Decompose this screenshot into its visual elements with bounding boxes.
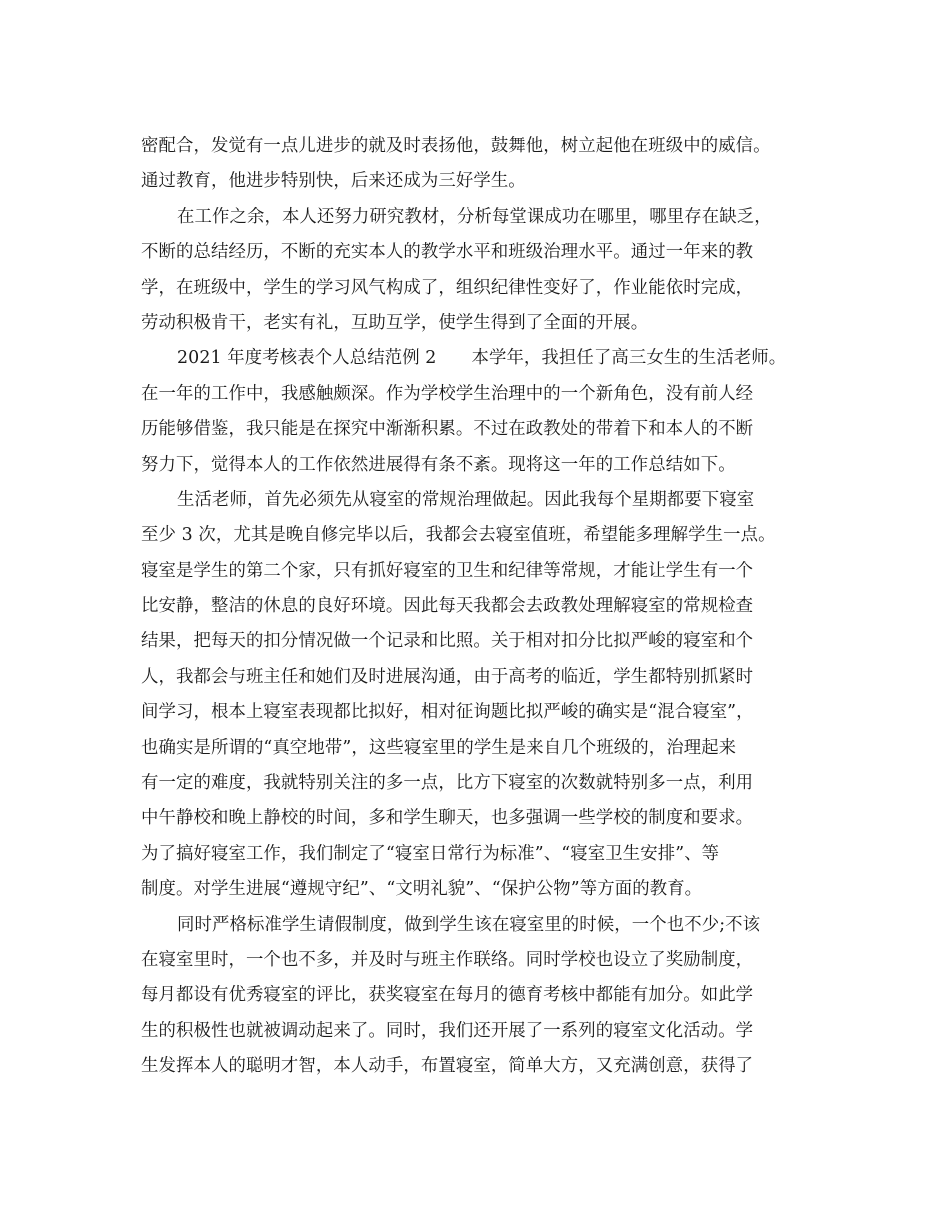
text-line: 在寝室里时，一个也不多，并及时与班主作联络。同时学校也设立了奖励制度， [141,949,754,970]
text-line: 有一定的难度，我就特别关注的多一点，比方下寝室的次数就特别多一点，利用 [141,773,754,794]
text-line: 通过教育，他进步特别快，后来还成为三好学生。 [141,171,526,192]
text-line: 生的积极性也就被调动起来了。同时，我们还开展了一系列的寝室文化活动。学 [141,1020,754,1041]
text-line: 寝室是学生的第二个家，只有抓好寝室的卫生和纪律等常规，才能让学生有一个 [141,560,754,581]
text-line: 每月都设有优秀寝室的评比，获奖寝室在每月的德育考核中都能有加分。如此学 [141,985,754,1006]
text-line: 学，在班级中，学生的学习风气构成了，组织纪律性变好了，作业能依时完成， [141,277,754,298]
body-text [141,129,821,1085]
text-line: 密配合，发觉有一点儿进步的就及时表扬他，鼓舞他，树立起他在班级中的威信。 [141,136,771,156]
text-line: 2021 年度考核表个人总结范例 2 本学年，我担任了高三女生的生活老师。 [177,348,787,369]
text-line: 在工作之余，本人还努力研究教材，分析每堂课成功在哪里，哪里存在缺乏， [177,206,772,227]
text-line: 在一年的工作中，我感触颇深。作为学校学生治理中的一个新角色，没有前人经 [141,383,754,404]
text-line: 劳动积极肯干，老实有礼，互助互学，使学生得到了全面的开展。 [141,312,649,333]
text-line: 中午静校和晚上静校的时间，多和学生聊天，也多强调一些学校的制度和要求。 [141,808,754,829]
text-line: 比安静，整洁的休息的良好环境。因此每天我都会去政教处理解寝室的常规检查 [141,596,754,617]
text-line: 人，我都会与班主任和她们及时进展沟通，由于高考的临近，学生都特别抓紧时 [141,666,754,687]
text-line: 不断的总结经历，不断的充实本人的教学水平和班级治理水平。通过一年来的教 [141,242,754,263]
text-line: 至少 3 次，尤其是晚自修完毕以后，我都会去寝室值班，希望能多理解学生一点。 [141,525,776,546]
text-line: 努力下，觉得本人的工作依然进展得有条不紊。现将这一年的工作总结如下。 [141,454,736,475]
text-line: 生发挥本人的聪明才智，本人动手，布置寝室，简单大方，又充满创意，获得了 [141,1056,754,1077]
text-line: 历能够借鉴，我只能是在探究中渐渐积累。不过在政教处的带着下和本人的不断 [141,419,754,440]
text-line: 为了搞好寝室工作，我们制定了“寝室日常行为标准”、“寝室卫生安排”、等 [141,843,720,864]
text-line: 生活老师，首先必须先从寝室的常规治理做起。因此我每个星期都要下寝室 [177,489,755,510]
text-line: 制度。对学生进展“遵规守纪”、“文明礼貌”、“保护公物”等方面的教育。 [141,879,703,900]
text-line: 同时严格标准学生请假制度，做到学生该在寝室里的时候，一个也不少;不该 [177,914,761,935]
text-line: 也确实是所谓的“真空地带”，这些寝室里的学生是来自几个班级的，治理起来 [141,737,737,758]
text-line: 间学习，根本上寝室表现都比拟好，相对征询题比拟严峻的确实是“混合寝室”， [141,702,754,723]
text-line: 结果，把每天的扣分情况做一个记录和比照。关于相对扣分比拟严峻的寝室和个 [141,631,754,652]
